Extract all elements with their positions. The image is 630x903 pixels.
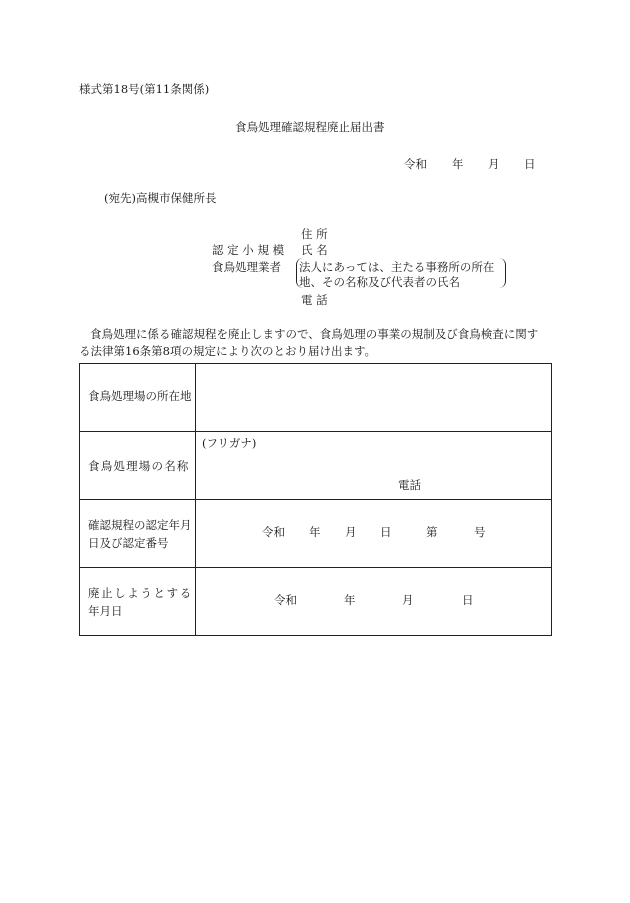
cert-month: 月 [345, 525, 357, 539]
cert-number-prefix: 第 [426, 525, 438, 539]
row-facility-name-field[interactable] [196, 432, 552, 500]
cert-day: 日 [380, 525, 392, 539]
table-row-abolition-date [80, 568, 552, 636]
applicant-address-label: 住 所 [301, 227, 328, 241]
furigana-label: (フリガナ) [202, 436, 257, 450]
row-facility-name-label: 食鳥処理場の名称 [88, 459, 190, 473]
applicant-note-line2: 地、その名称及び代表者の氏名 [299, 275, 460, 289]
document-title: 食鳥処理確認規程廃止届出書 [235, 120, 385, 134]
facility-phone-label: 電話 [398, 478, 421, 492]
applicant-name-label: 氏 名 [301, 243, 328, 257]
applicant-phone-label: 電 話 [301, 293, 328, 307]
row-abolition-date-field[interactable] [196, 568, 552, 636]
row-location-field[interactable] [196, 364, 552, 432]
date-era: 令和 [404, 157, 427, 171]
date-year: 年 [452, 157, 464, 171]
abolition-month: 月 [402, 593, 414, 607]
abolition-day: 日 [462, 593, 474, 607]
body-text-line1: 食鳥処理に係る確認規程を廃止しますので、食鳥処理の事業の規制及び食鳥検査に関す [90, 327, 539, 341]
table-row-certification [80, 500, 552, 568]
cert-era: 令和 [262, 525, 285, 539]
row-certification-field[interactable] [196, 500, 552, 568]
row-certification-label-line1: 確認規程の認定年月 [88, 518, 192, 532]
applicant-label-line2: 食鳥処理業者 [212, 260, 281, 274]
row-certification-label-line2: 日及び認定番号 [88, 536, 169, 550]
abolition-era: 令和 [274, 593, 297, 607]
date-day: 日 [524, 157, 536, 171]
cert-year: 年 [309, 525, 321, 539]
row-abolition-label-line1: 廃止しようとする [88, 586, 193, 600]
table-row-facility-name [80, 432, 552, 500]
applicant-note-line1: 法人にあっては、主たる事務所の所在 [299, 260, 495, 274]
form-number: 様式第18号(第11条関係) [79, 82, 210, 96]
row-location-label: 食鳥処理場の所在地 [88, 389, 192, 403]
row-abolition-label-line2: 年月日 [88, 604, 123, 618]
cert-number-suffix: 号 [474, 525, 486, 539]
date-month: 月 [488, 157, 500, 171]
body-text-line2: る法律第16条第8項の規定により次のとおり届け出ます。 [79, 344, 377, 358]
table-row-location [80, 364, 552, 432]
applicant-label-line1: 認 定 小 規 模 [212, 243, 285, 257]
abolition-year: 年 [344, 593, 356, 607]
addressee: (宛先)高槻市保健所長 [104, 191, 217, 205]
notification-table [79, 363, 552, 636]
